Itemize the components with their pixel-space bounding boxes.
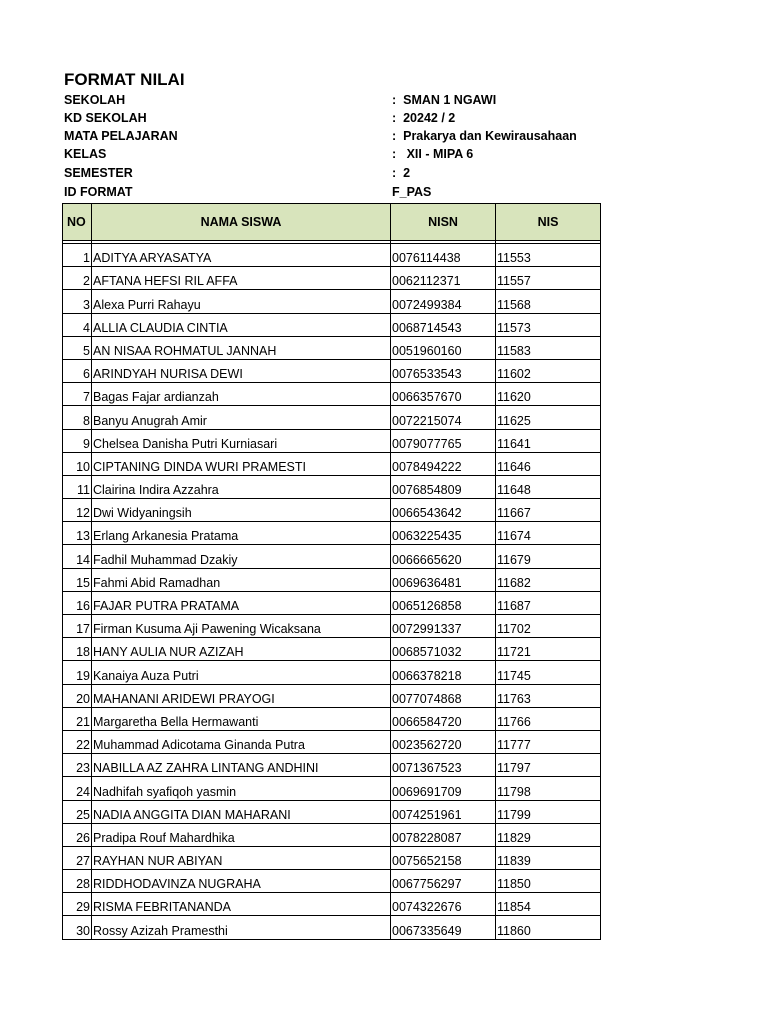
no-cell: 28 <box>63 870 92 893</box>
no-cell: 23 <box>63 754 92 777</box>
nis-cell: 11679 <box>496 545 601 568</box>
nis-cell: 11860 <box>496 916 601 939</box>
meta-label: SEKOLAH <box>64 93 126 107</box>
table-row <box>63 591 601 614</box>
no-cell: 12 <box>63 499 92 522</box>
table-row <box>63 499 601 522</box>
no-cell: 19 <box>63 661 92 684</box>
meta-row-school-code <box>64 111 604 129</box>
column-header-nisn: NISN <box>391 204 496 241</box>
name-cell: Margaretha Bella Hermawanti <box>92 707 391 730</box>
table-row <box>63 615 601 638</box>
column-header-name: NAMA SISWA <box>92 204 391 241</box>
nis-cell: 11625 <box>496 406 601 429</box>
nisn-cell: 0066584720 <box>391 707 496 730</box>
name-cell: Firman Kusuma Aji Pawening Wicaksana <box>92 615 391 638</box>
table-row <box>63 336 601 359</box>
no-cell: 24 <box>63 777 92 800</box>
nisn-cell: 0076114438 <box>391 244 496 267</box>
nis-cell: 11766 <box>496 707 601 730</box>
name-cell: FAJAR PUTRA PRATAMA <box>92 591 391 614</box>
name-cell: Dwi Widyaningsih <box>92 499 391 522</box>
nis-cell: 11674 <box>496 522 601 545</box>
table-row <box>63 870 601 893</box>
nisn-cell: 0051960160 <box>391 336 496 359</box>
name-cell: NADIA ANGGITA DIAN MAHARANI <box>92 800 391 823</box>
name-cell: AFTANA HEFSI RIL AFFA <box>92 267 391 290</box>
table-row <box>63 754 601 777</box>
no-cell: 14 <box>63 545 92 568</box>
nisn-cell: 0079077765 <box>391 429 496 452</box>
no-cell: 6 <box>63 359 92 382</box>
nisn-cell: 0072991337 <box>391 615 496 638</box>
nis-cell: 11648 <box>496 475 601 498</box>
nis-cell: 11702 <box>496 615 601 638</box>
name-cell: Clairina Indira Azzahra <box>92 475 391 498</box>
nis-cell: 11573 <box>496 313 601 336</box>
table-row <box>63 452 601 475</box>
meta-value: : SMAN 1 NGAWI <box>392 93 497 107</box>
table-row <box>63 545 601 568</box>
nisn-cell: 0067756297 <box>391 870 496 893</box>
nisn-cell: 0066543642 <box>391 499 496 522</box>
no-cell: 5 <box>63 336 92 359</box>
meta-label: KELAS <box>64 147 107 161</box>
nisn-cell: 0077074868 <box>391 684 496 707</box>
nis-cell: 11745 <box>496 661 601 684</box>
nis-cell: 11687 <box>496 591 601 614</box>
name-cell: Pradipa Rouf Mahardhika <box>92 823 391 846</box>
nisn-cell: 0072215074 <box>391 406 496 429</box>
no-cell: 18 <box>63 638 92 661</box>
no-cell: 3 <box>63 290 92 313</box>
nis-cell: 11797 <box>496 754 601 777</box>
meta-row-format-id <box>64 185 604 203</box>
sheet-title: FORMAT NILAI <box>64 70 185 89</box>
name-cell: Chelsea Danisha Putri Kurniasari <box>92 429 391 452</box>
name-cell: ALLIA CLAUDIA CINTIA <box>92 313 391 336</box>
table-row <box>63 290 601 313</box>
name-cell: RISMA FEBRITANANDA <box>92 893 391 916</box>
nis-cell: 11850 <box>496 870 601 893</box>
no-cell: 15 <box>63 568 92 591</box>
no-cell: 1 <box>63 244 92 267</box>
student-table <box>62 203 601 940</box>
nisn-cell: 0076533543 <box>391 359 496 382</box>
table-row <box>63 916 601 939</box>
name-cell: Banyu Anugrah Amir <box>92 406 391 429</box>
meta-value: : 20242 / 2 <box>392 111 456 125</box>
meta-value: : Prakarya dan Kewirausahaan <box>392 129 577 143</box>
name-cell: HANY AULIA NUR AZIZAH <box>92 638 391 661</box>
name-cell: Fahmi Abid Ramadhan <box>92 568 391 591</box>
nis-cell: 11602 <box>496 359 601 382</box>
nisn-cell: 0063225435 <box>391 522 496 545</box>
nis-cell: 11682 <box>496 568 601 591</box>
meta-label: MATA PELAJARAN <box>64 129 178 143</box>
nisn-cell: 0069691709 <box>391 777 496 800</box>
meta-row-school <box>64 93 604 111</box>
name-cell: Bagas Fajar ardianzah <box>92 383 391 406</box>
meta-row-class <box>64 147 604 165</box>
nisn-cell: 0066665620 <box>391 545 496 568</box>
table-row <box>63 661 601 684</box>
nis-cell: 11553 <box>496 244 601 267</box>
table-row <box>63 638 601 661</box>
name-cell: Alexa Purri Rahayu <box>92 290 391 313</box>
no-cell: 22 <box>63 730 92 753</box>
name-cell: AN NISAA ROHMATUL JANNAH <box>92 336 391 359</box>
no-cell: 13 <box>63 522 92 545</box>
name-cell: NABILLA AZ ZAHRA LINTANG ANDHINI <box>92 754 391 777</box>
nis-cell: 11557 <box>496 267 601 290</box>
nisn-cell: 0067335649 <box>391 916 496 939</box>
meta-value: : XII - MIPA 6 <box>392 147 474 161</box>
nis-cell: 11646 <box>496 452 601 475</box>
table-row <box>63 893 601 916</box>
nis-cell: 11854 <box>496 893 601 916</box>
meta-row-semester <box>64 166 604 184</box>
nis-cell: 11799 <box>496 800 601 823</box>
name-cell: Muhammad Adicotama Ginanda Putra <box>92 730 391 753</box>
table-header-row <box>63 204 601 241</box>
nisn-cell: 0068571032 <box>391 638 496 661</box>
name-cell: CIPTANING DINDA WURI PRAMESTI <box>92 452 391 475</box>
table-row <box>63 359 601 382</box>
table-body <box>63 241 601 940</box>
nis-cell: 11829 <box>496 823 601 846</box>
table-row <box>63 475 601 498</box>
meta-row-subject <box>64 129 604 147</box>
no-cell: 30 <box>63 916 92 939</box>
table-row <box>63 568 601 591</box>
table-row <box>63 823 601 846</box>
table-row <box>63 707 601 730</box>
nis-cell: 11641 <box>496 429 601 452</box>
no-cell: 16 <box>63 591 92 614</box>
name-cell: ADITYA ARYASATYA <box>92 244 391 267</box>
nisn-cell: 0076854809 <box>391 475 496 498</box>
table-row <box>63 267 601 290</box>
nis-cell: 11721 <box>496 638 601 661</box>
nis-cell: 11583 <box>496 336 601 359</box>
nisn-cell: 0069636481 <box>391 568 496 591</box>
no-cell: 21 <box>63 707 92 730</box>
nisn-cell: 0078494222 <box>391 452 496 475</box>
no-cell: 29 <box>63 893 92 916</box>
no-cell: 25 <box>63 800 92 823</box>
nisn-cell: 0072499384 <box>391 290 496 313</box>
name-cell: Erlang Arkanesia Pratama <box>92 522 391 545</box>
table-row <box>63 846 601 869</box>
meta-label: ID FORMAT <box>64 185 133 199</box>
table-row <box>63 730 601 753</box>
name-cell: ARINDYAH NURISA DEWI <box>92 359 391 382</box>
table-row <box>63 313 601 336</box>
name-cell: Rossy Azizah Pramesthi <box>92 916 391 939</box>
meta-label: KD SEKOLAH <box>64 111 147 125</box>
nisn-cell: 0066357670 <box>391 383 496 406</box>
no-cell: 17 <box>63 615 92 638</box>
nisn-cell: 0065126858 <box>391 591 496 614</box>
no-cell: 27 <box>63 846 92 869</box>
column-header-no: NO <box>63 204 92 241</box>
name-cell: RAYHAN NUR ABIYAN <box>92 846 391 869</box>
nis-cell: 11620 <box>496 383 601 406</box>
name-cell: MAHANANI ARIDEWI PRAYOGI <box>92 684 391 707</box>
table-row <box>63 522 601 545</box>
nis-cell: 11763 <box>496 684 601 707</box>
nisn-cell: 0062112371 <box>391 267 496 290</box>
no-cell: 20 <box>63 684 92 707</box>
table-row <box>63 383 601 406</box>
nis-cell: 11777 <box>496 730 601 753</box>
meta-label: SEMESTER <box>64 166 133 180</box>
nis-cell: 11839 <box>496 846 601 869</box>
table-row <box>63 244 601 267</box>
no-cell: 11 <box>63 475 92 498</box>
nisn-cell: 0075652158 <box>391 846 496 869</box>
table-row <box>63 429 601 452</box>
no-cell: 7 <box>63 383 92 406</box>
nisn-cell: 0068714543 <box>391 313 496 336</box>
nis-cell: 11568 <box>496 290 601 313</box>
name-cell: Nadhifah syafiqoh yasmin <box>92 777 391 800</box>
no-cell: 10 <box>63 452 92 475</box>
no-cell: 9 <box>63 429 92 452</box>
no-cell: 2 <box>63 267 92 290</box>
name-cell: Fadhil Muhammad Dzakiy <box>92 545 391 568</box>
nis-cell: 11798 <box>496 777 601 800</box>
nisn-cell: 0071367523 <box>391 754 496 777</box>
column-header-nis: NIS <box>496 204 601 241</box>
nis-cell: 11667 <box>496 499 601 522</box>
no-cell: 8 <box>63 406 92 429</box>
name-cell: Kanaiya Auza Putri <box>92 661 391 684</box>
table-row <box>63 800 601 823</box>
name-cell: RIDDHODAVINZA NUGRAHA <box>92 870 391 893</box>
nisn-cell: 0074322676 <box>391 893 496 916</box>
meta-value: : 2 <box>392 166 411 180</box>
nisn-cell: 0078228087 <box>391 823 496 846</box>
nisn-cell: 0074251961 <box>391 800 496 823</box>
nisn-cell: 0023562720 <box>391 730 496 753</box>
no-cell: 26 <box>63 823 92 846</box>
table-row <box>63 777 601 800</box>
no-cell: 4 <box>63 313 92 336</box>
table-row <box>63 684 601 707</box>
nisn-cell: 0066378218 <box>391 661 496 684</box>
meta-value: F_PAS <box>392 185 432 199</box>
table-row <box>63 406 601 429</box>
